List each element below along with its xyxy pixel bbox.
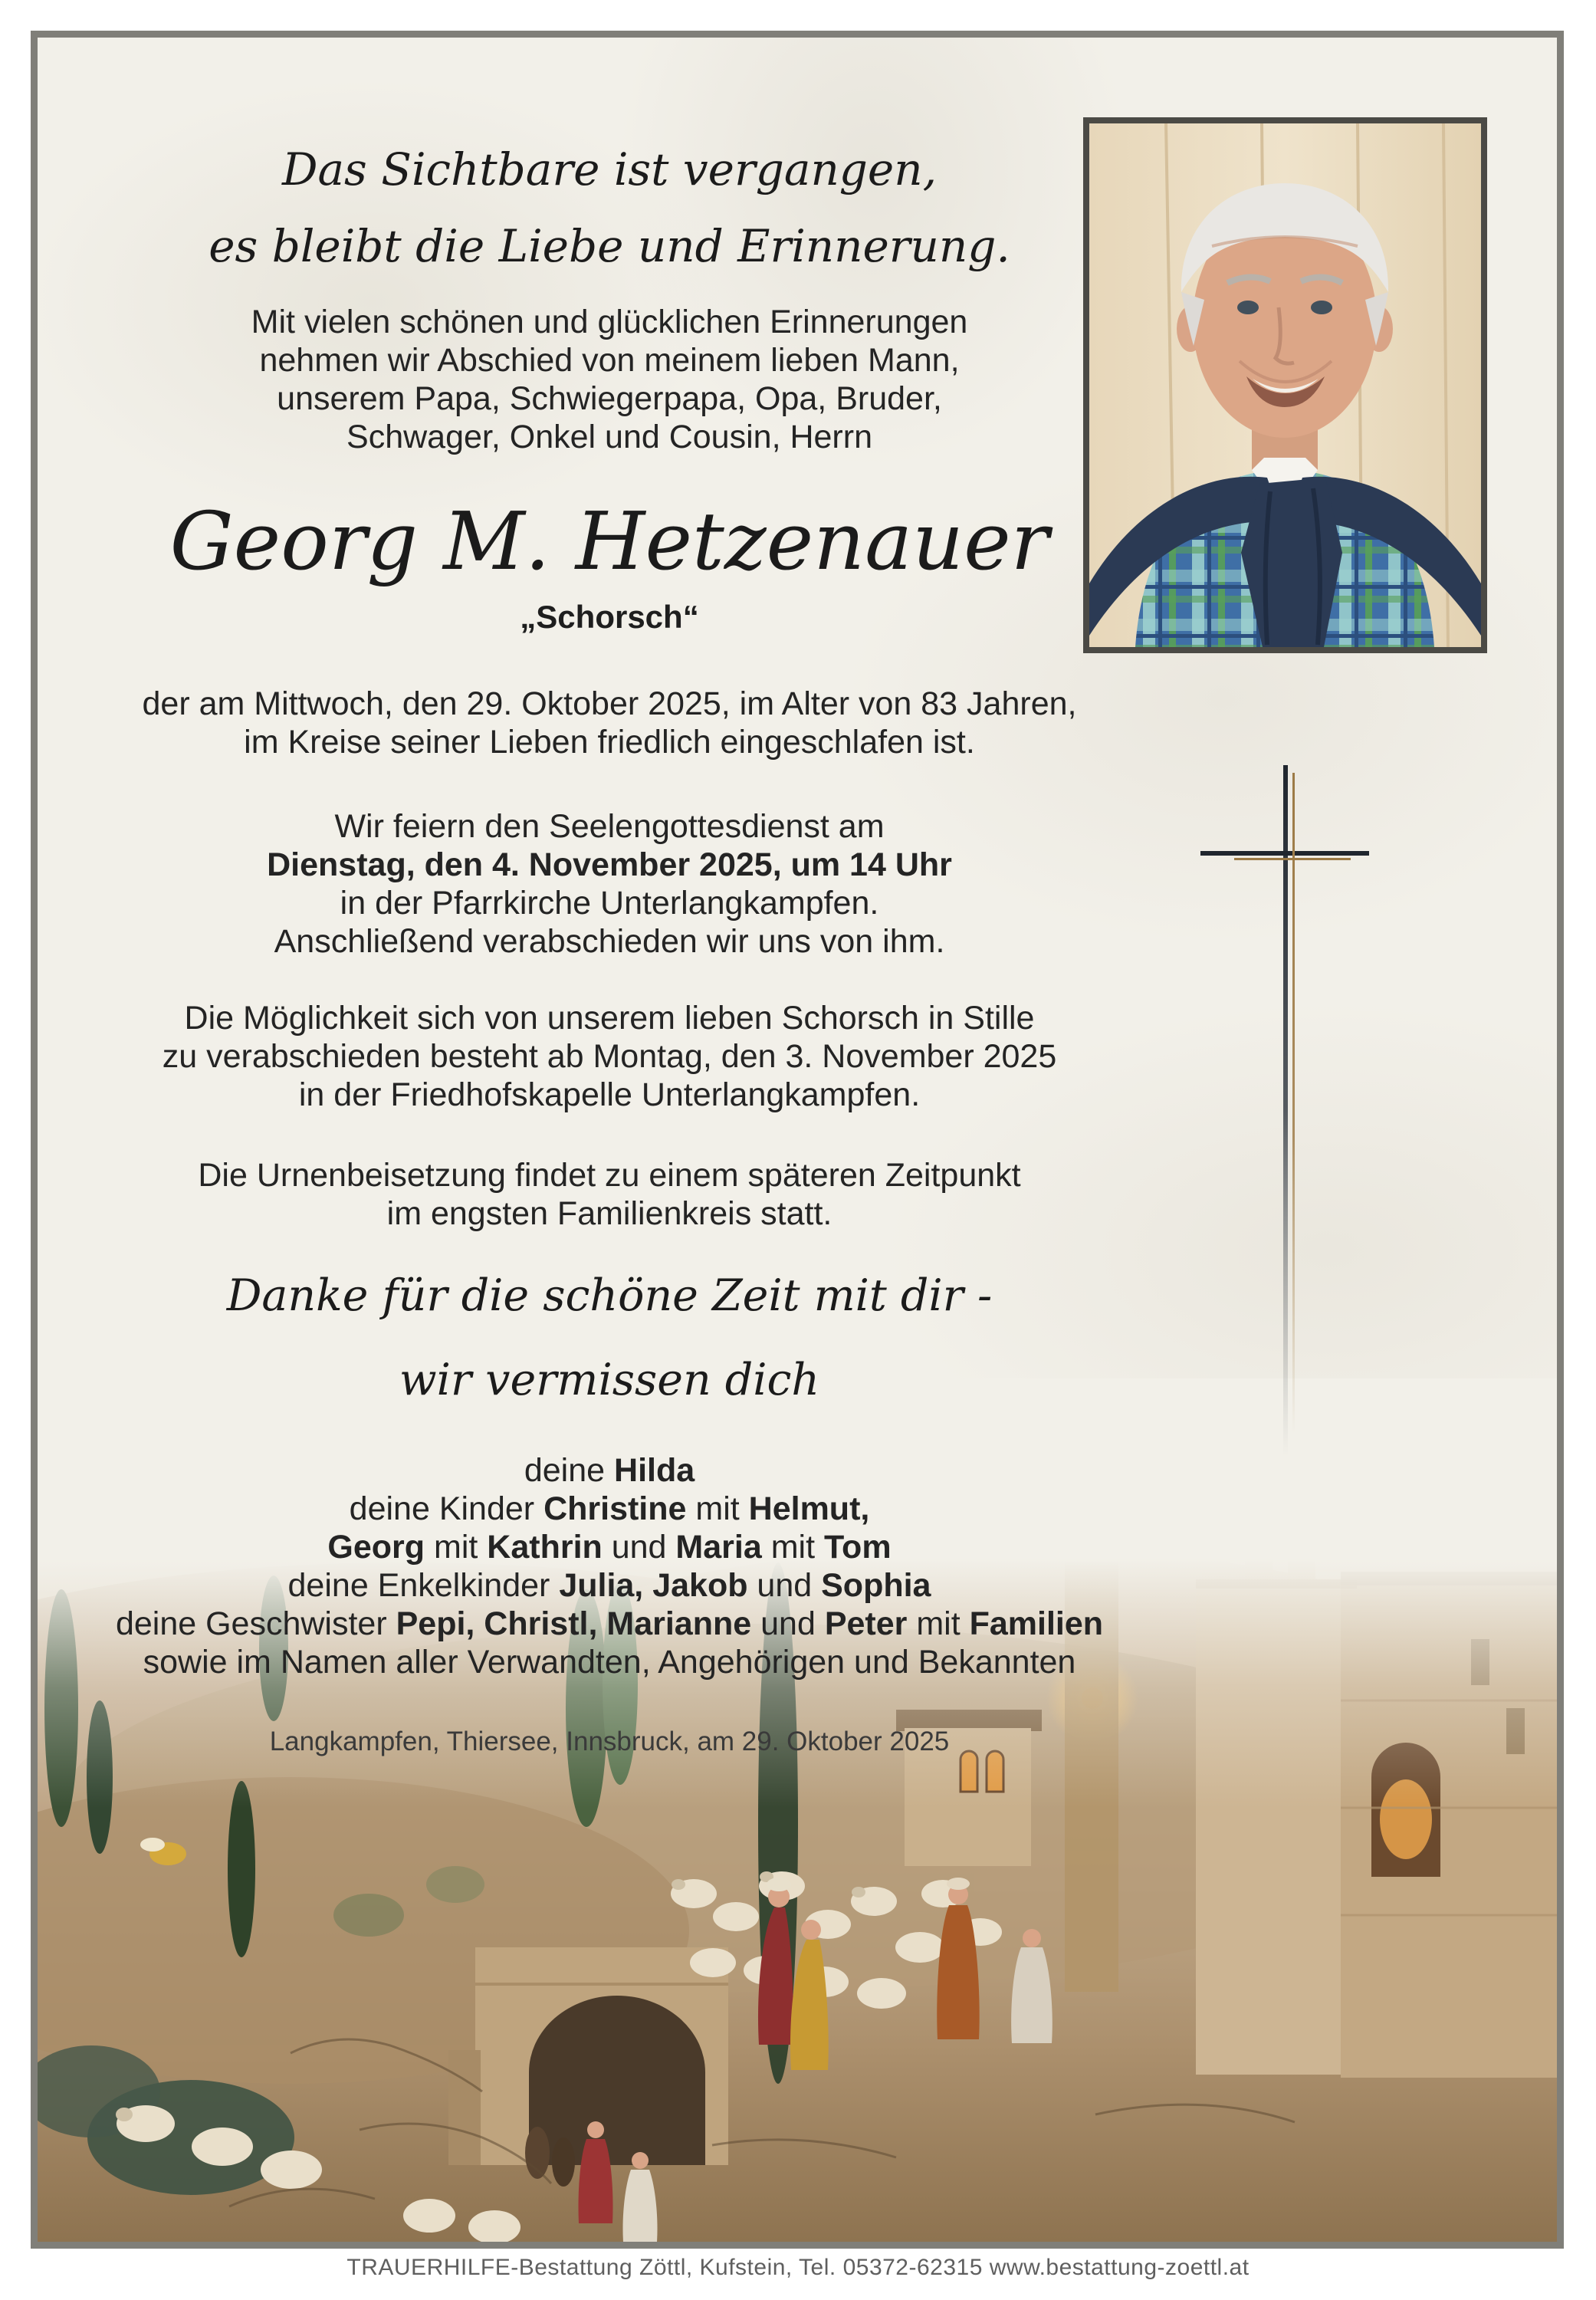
service-line: Anschließend verabschieden wir uns von ihm. xyxy=(274,923,945,960)
family-name-segment: Julia, Jakob xyxy=(559,1567,748,1604)
family-line xyxy=(38,1451,1181,1490)
urn-line: im engsten Familienkreis statt. xyxy=(386,1195,832,1232)
family-name-segment: Helmut, xyxy=(748,1490,870,1527)
text-segment: und xyxy=(602,1529,676,1566)
family-name-segment: Hilda xyxy=(614,1452,695,1489)
farewell-line: in der Friedhofskapelle Unterlangkampfen. xyxy=(298,1076,921,1113)
family-name-segment: Peter xyxy=(824,1605,908,1642)
intro-line: Mit vielen schönen und glücklichen Erinnerungen xyxy=(251,304,968,340)
family-line xyxy=(38,1528,1181,1566)
cross-vertical-dark xyxy=(1283,765,1288,1457)
text-segment: deine Enkelkinder xyxy=(287,1567,560,1604)
intro-paragraph xyxy=(38,303,1181,456)
family-name-segment: Tom xyxy=(823,1529,892,1566)
text-segment: mit xyxy=(425,1529,488,1566)
cross-icon xyxy=(1195,758,1440,1525)
quote-line-1: Das Sichtbare ist vergangen, xyxy=(281,143,938,196)
family-name-segment: Kathrin xyxy=(487,1529,603,1566)
urn-info xyxy=(38,1156,1181,1233)
cross-horizontal-gold xyxy=(1234,858,1351,860)
service-line: Wir feiern den Seelengottesdienst am xyxy=(334,808,885,845)
death-line: im Kreise seiner Lieben friedlich eingeschlafen ist. xyxy=(244,724,975,761)
text-segment: mit xyxy=(761,1529,824,1566)
death-line: der am Mittwoch, den 29. Oktober 2025, im Alter von 83 Jahren, xyxy=(142,685,1077,722)
intro-line: unserem Papa, Schwiegerpapa, Opa, Bruder, xyxy=(277,380,942,417)
farewell-line: zu verabschieden besteht ab Montag, den 3. November 2025 xyxy=(162,1038,1057,1075)
cross-horizontal-dark xyxy=(1200,851,1369,856)
text-segment: mit xyxy=(907,1605,970,1642)
portrait-photo xyxy=(1083,117,1487,653)
family-line xyxy=(38,1566,1181,1605)
service-date-line: Dienstag, den 4. November 2025, um 14 Uhr xyxy=(267,846,952,883)
thanks-line-2: wir vermissen dich xyxy=(399,1355,820,1405)
family-line xyxy=(38,1605,1181,1643)
thanks-line-1: Danke für die schöne Zeit mit dir - xyxy=(226,1270,993,1321)
memorial-card xyxy=(31,31,1564,2249)
eye xyxy=(1311,301,1332,314)
intro-line: nehmen wir Abschied von meinem lieben Mann, xyxy=(259,342,960,379)
footer-text: TRAUERHILFE-Bestattung Zöttl, Kufstein, Tel. 05372-62315 www.bestattung-zoettl.at xyxy=(346,2255,1250,2280)
family-list xyxy=(38,1451,1181,1681)
deceased-nickname: „Schorsch“ xyxy=(520,599,699,635)
opening-quote xyxy=(38,131,1181,284)
quote-line-2: es bleibt die Liebe und Erinnerung. xyxy=(209,220,1010,272)
family-name-segment: Familien xyxy=(969,1605,1104,1642)
place-date-line: Langkampfen, Thiersee, Innsbruck, am 29. Oktober 2025 xyxy=(269,1727,950,1756)
farewell-info xyxy=(38,999,1181,1114)
family-name-segment: Georg xyxy=(327,1529,425,1566)
text-segment: deine Kinder xyxy=(349,1490,544,1527)
family-line xyxy=(38,1643,1181,1681)
family-name-segment: Sophia xyxy=(821,1567,931,1604)
text-segment: deine Geschwister xyxy=(115,1605,396,1642)
text-segment: sowie im Namen aller Verwandten, Angehörigen und Bekannten xyxy=(143,1644,1076,1681)
family-name-segment: Pepi, Christl, Marianne xyxy=(396,1605,752,1642)
family-name-segment: Christine xyxy=(543,1490,687,1527)
deceased-name: Georg M. Hetzenauer xyxy=(169,495,1049,588)
eye xyxy=(1237,301,1259,314)
death-notice xyxy=(38,685,1181,761)
service-line: in der Pfarrkirche Unterlangkampfen. xyxy=(340,885,879,922)
text-segment: und xyxy=(747,1567,822,1604)
cross-vertical-gold xyxy=(1292,773,1295,1434)
text-segment: und xyxy=(751,1605,825,1642)
service-info xyxy=(38,807,1181,961)
text-segment: deine xyxy=(524,1452,615,1489)
intro-line: Schwager, Onkel und Cousin, Herrn xyxy=(346,419,872,455)
farewell-line: Die Möglichkeit sich von unserem lieben Schorsch in Stille xyxy=(184,1000,1035,1037)
family-name-segment: Maria xyxy=(675,1529,762,1566)
family-line xyxy=(38,1490,1181,1528)
urn-line: Die Urnenbeisetzung findet zu einem späteren Zeitpunkt xyxy=(198,1157,1021,1194)
text-segment: mit xyxy=(686,1490,749,1527)
